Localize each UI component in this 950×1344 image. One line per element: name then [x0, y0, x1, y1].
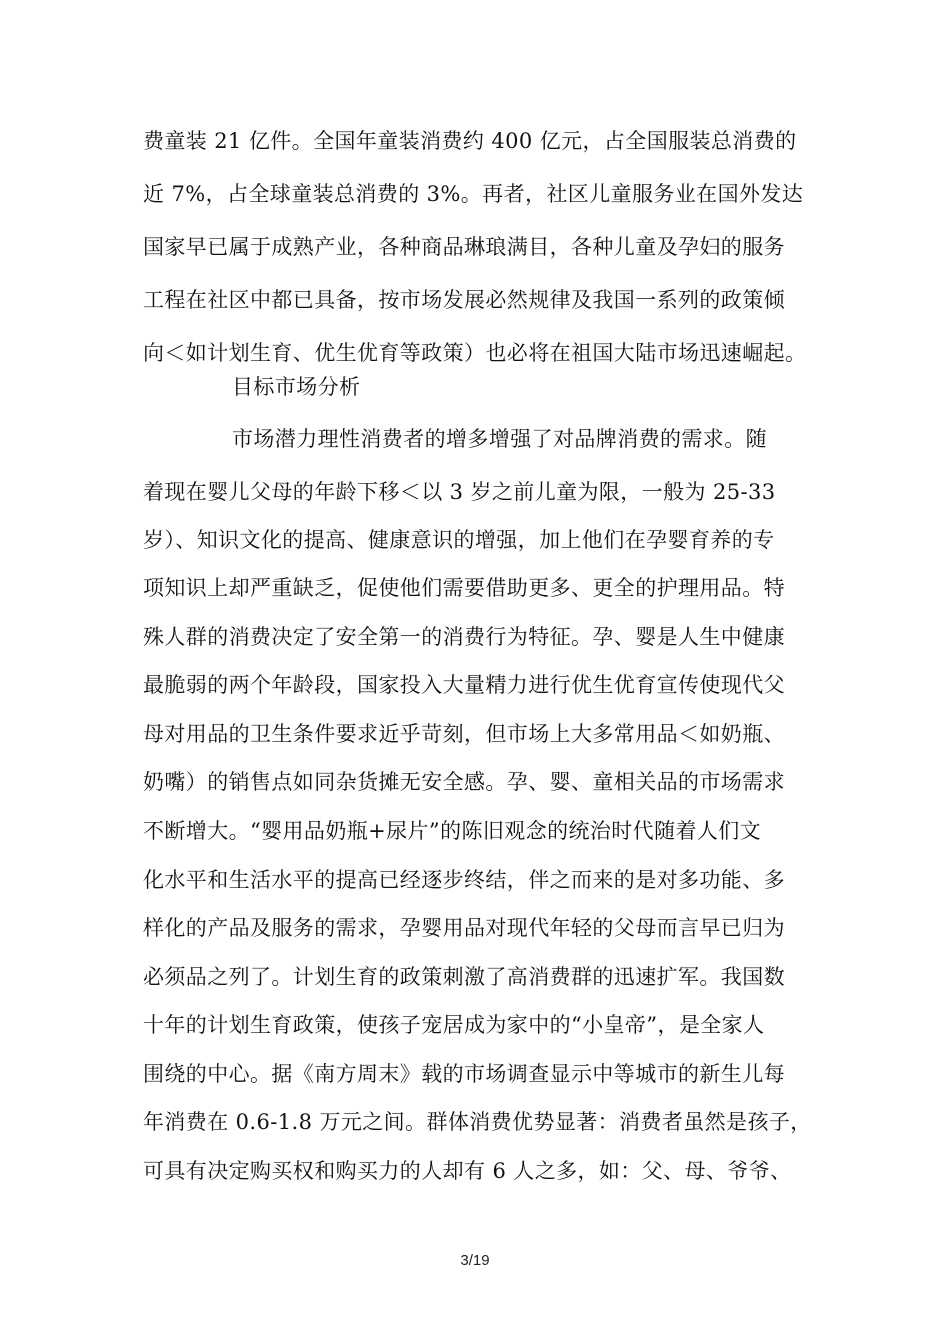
text-line: 岁）、知识文化的提高、健康意识的增强，加上他们在孕婴育养的专: [143, 528, 775, 552]
text-line: 工程在社区中都已具备，按市场发展必然规律及我国一系列的政策倾: [143, 288, 785, 312]
text-line: 着现在婴儿父母的年龄下移＜以 3 岁之前儿童为限，一般为 25-33: [143, 480, 776, 504]
text-line: 十年的计划生育政策，使孩子宠居成为家中的“小皇帝”，是全家人: [143, 1013, 765, 1037]
text-line: 项知识上却严重缺乏，促使他们需要借助更多、更全的护理用品。特: [143, 576, 785, 600]
text-line: 向＜如计划生育、优生优育等政策）也必将在祖国大陆市场迅速崛起。: [143, 341, 807, 365]
text-line: 化水平和生活水平的提高已经逐步终结，伴之而来的是对多功能、多: [143, 868, 785, 892]
text-line: 殊人群的消费决定了安全第一的消费行为特征。孕、婴是人生中健康: [143, 625, 785, 649]
text-line: 年消费在 0.6-1.8 万元之间。群体消费优势显著：消费者虽然是孩子，: [143, 1110, 812, 1134]
text-line: 母对用品的卫生条件要求近乎苛刻，但市场上大多常用品＜如奶瓶、: [143, 722, 785, 746]
text-line: 奶嘴）的销售点如同杂货摊无安全感。孕、婴、童相关品的市场需求: [143, 770, 785, 794]
text-line: 国家早已属于成熟产业，各种商品琳琅满目，各种儿童及孕妇的服务: [143, 235, 785, 259]
section-heading: 目标市场分析: [232, 375, 361, 399]
text-line: 不断增大。“婴用品奶瓶+尿片”的陈旧观念的统治时代随着人们文: [143, 819, 762, 843]
text-line: 可具有决定购买权和购买力的人却有 6 人之多，如：父、母、爷爷、: [143, 1159, 792, 1183]
page-number: 3/19: [460, 1252, 490, 1269]
text-line: 费童装 21 亿件。全国年童装消费约 400 亿元，占全国服装总消费的: [143, 129, 797, 153]
text-line: 市场潜力理性消费者的增多增强了对品牌消费的需求。随: [232, 427, 767, 451]
text-line: 近 7%，占全球童装总消费的 3%。再者，社区儿童服务业在国外发达: [143, 182, 804, 206]
text-line: 样化的产品及服务的需求，孕婴用品对现代年轻的父母而言早已归为: [143, 916, 785, 940]
text-line: 最脆弱的两个年龄段，国家投入大量精力进行优生优育宣传使现代父: [143, 673, 785, 697]
text-line: 围绕的中心。据《南方周末》载的市场调查显示中等城市的新生儿每: [143, 1062, 785, 1086]
text-line: 必须品之列了。计划生育的政策刺激了高消费群的迅速扩军。我国数: [143, 965, 785, 989]
